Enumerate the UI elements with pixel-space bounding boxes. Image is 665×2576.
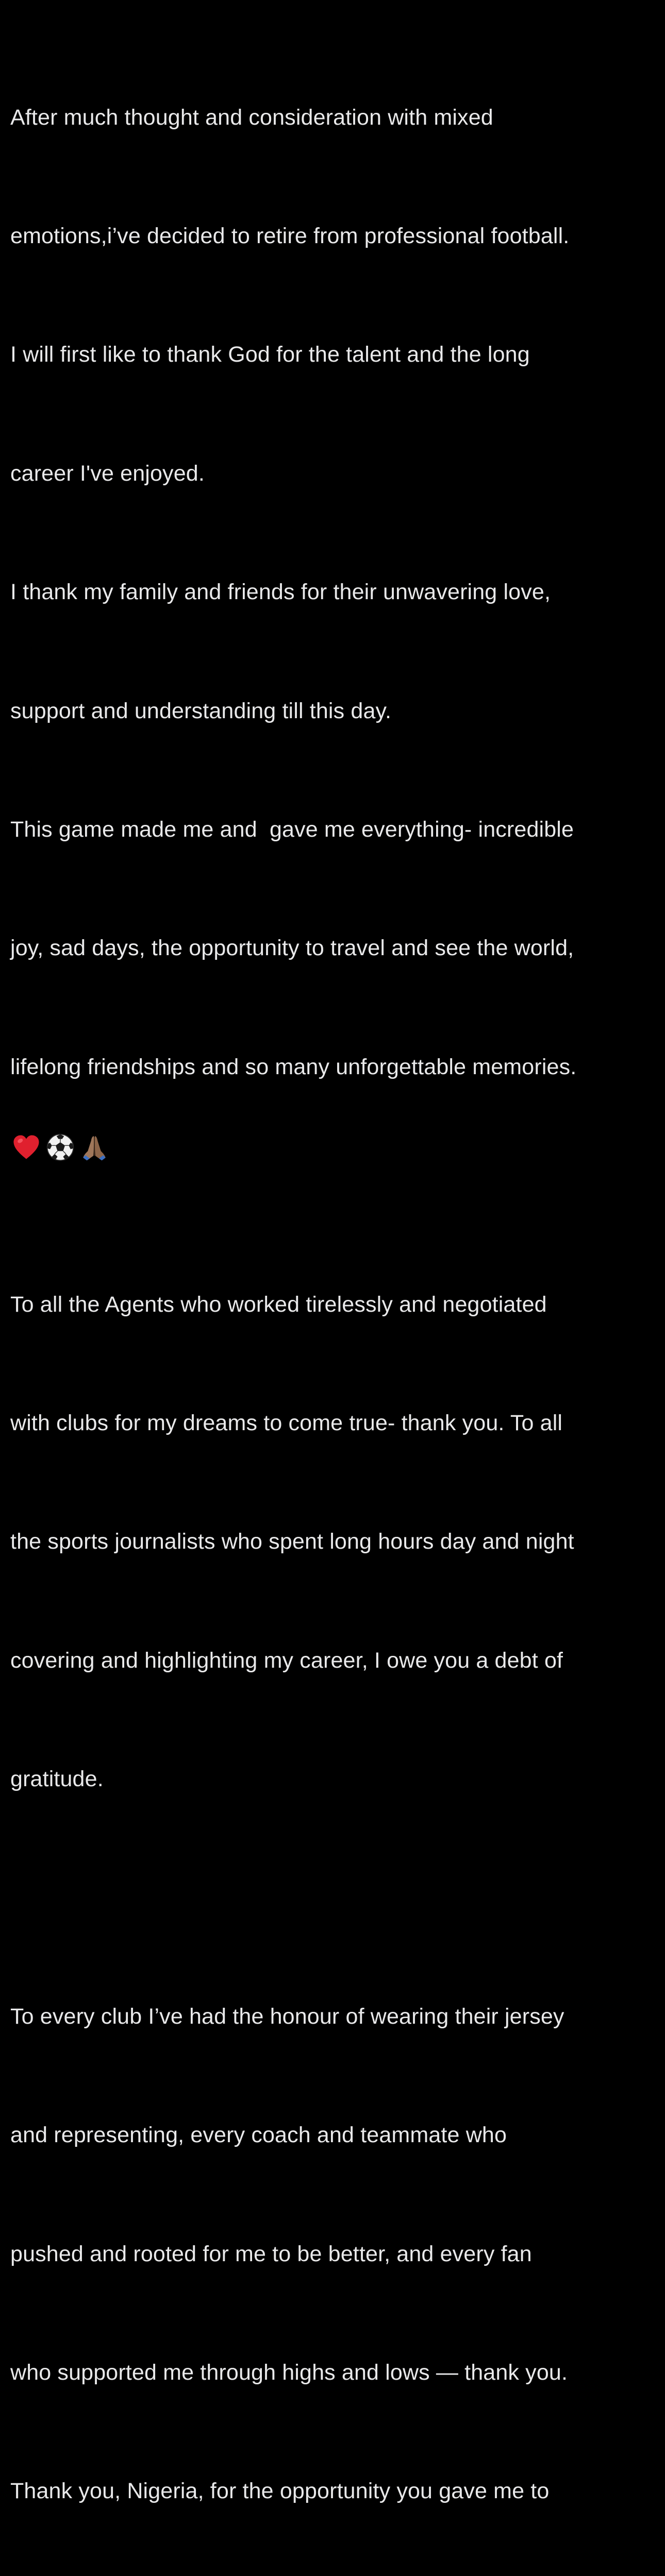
note-line: This game made me and gave me everything- incredible (10, 817, 574, 842)
note-line: gratitude. (10, 1767, 104, 1792)
note-line: and representing, every coach and teammate who (10, 2123, 507, 2148)
note-line: After much thought and consideration with mixed (10, 105, 493, 130)
note-line: with clubs for my dreams to come true- thank you. To all (10, 1410, 563, 1435)
note-line: the sports journalists who spent long hours day and night (10, 1529, 574, 1554)
note-line: Thank you, Nigeria, for the opportunity you gave me to (10, 2479, 550, 2504)
heart-icon (11, 1132, 41, 1162)
note-line: joy, sad days, the opportunity to travel and see the world, (10, 936, 574, 961)
blank-line (10, 1878, 661, 1918)
note-line: lifelong friendships and so many unforgettable memories. (10, 1054, 577, 1079)
note-line: emotions,i’ve decided to retire from professional football. (10, 223, 570, 248)
note-line: I will first like to thank God for the talent and the long (10, 342, 530, 367)
note-body (10, 19, 661, 2576)
blank-line (10, 1166, 661, 1206)
note-line: career I've enjoyed. (10, 461, 205, 486)
note-line: who supported me through highs and lows — thank you. (10, 2360, 568, 2385)
note-line: support and understanding till this day. (10, 698, 392, 723)
note-line: To all the Agents who worked tirelessly and negotiated (10, 1292, 547, 1317)
note-line: pushed and rooted for me to be better, and every fan (10, 2241, 532, 2266)
soccer-ball-icon (45, 1132, 75, 1162)
note-line: To every club I’ve had the honour of wearing their jersey (10, 2004, 564, 2029)
note-line: covering and highlighting my career, I owe you a debt of (10, 1648, 563, 1673)
note-line: I thank my family and friends for their unwavering love, (10, 580, 551, 605)
emoji-row (11, 1129, 109, 1165)
folded-hands-icon (79, 1132, 109, 1162)
